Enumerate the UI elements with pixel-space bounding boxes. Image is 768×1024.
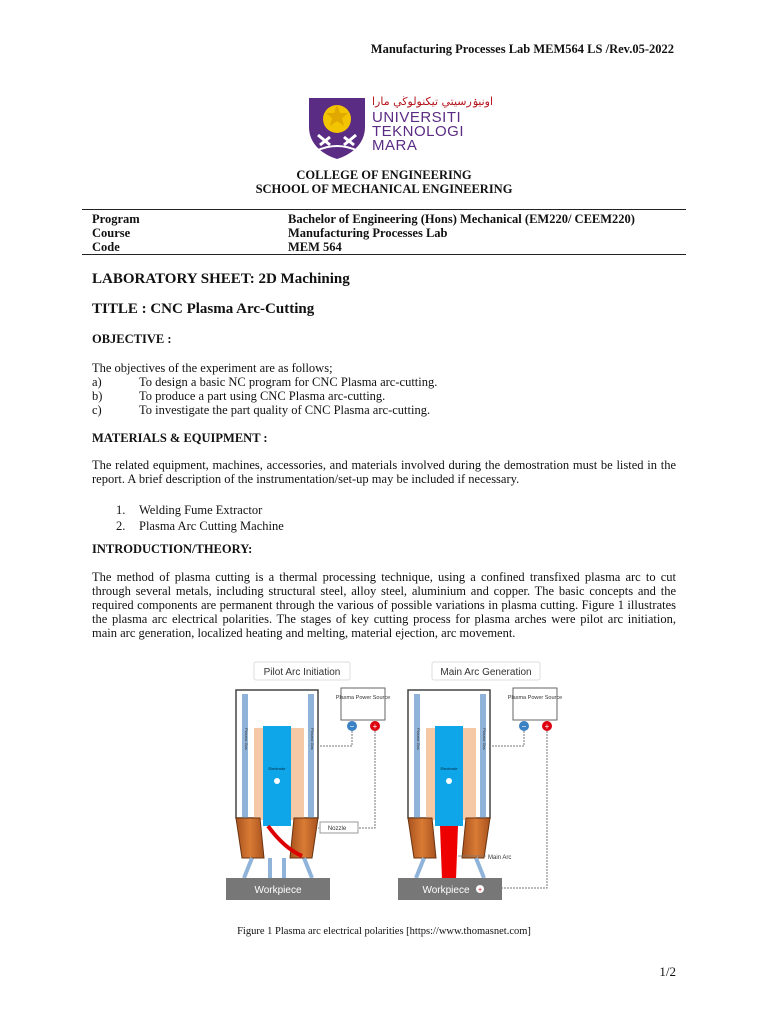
list-item: c) To investigate the part quality of CNC Plasma arc-cutting. [92, 403, 431, 417]
logo-line-3: MARA [372, 137, 418, 154]
left-electrode-minus-icon [274, 778, 280, 784]
course-row: Course Manufacturing Processes Lab [92, 226, 448, 240]
left-gas-flow [244, 858, 312, 878]
code-row: Code MEM 564 [92, 240, 342, 254]
right-workpiece-label: Workpiece [422, 885, 470, 896]
right-panel-title: Main Arc Generation [440, 667, 532, 678]
right-nozzle-l [408, 818, 436, 858]
right-wiring [490, 731, 547, 888]
uitm-crest-icon [306, 95, 368, 161]
left-nozzle-l [236, 818, 264, 858]
right-plus-symbol: + [544, 722, 550, 731]
program-row: Program Bachelor of Engineering (Hons) Mechanical (EM220/ CEEM220) [92, 212, 635, 226]
list-item: b) To produce a part using CNC Plasma arc-cutting. [92, 389, 386, 403]
right-main-arc-label: Main Arc [488, 855, 512, 861]
list-item: 1. Welding Fume Extractor [116, 503, 263, 517]
right-plasma-gas-label-r: Plasma Gas [482, 728, 487, 750]
left-electrode [263, 726, 291, 826]
left-power-source-label: Plasma Power Source [335, 695, 391, 701]
table-bottom-rule [82, 254, 686, 255]
logo-wordmark [372, 111, 464, 153]
left-workpiece-label: Workpiece [254, 885, 302, 896]
left-plasma-gas-label-r: Plasma Gas [310, 728, 315, 750]
left-minus-symbol: − [349, 722, 355, 731]
right-power-source [513, 688, 557, 720]
intro-text: The method of plasma cutting is a thermal processing technique, using a confined transfixed plasma arc to cut through several metals, including structural steel, alloy steel, aluminium and copper. The basic concepts and the required components are permanent through the various of possible variations in plasma cutting. Figure 1 illustrates the plasma arc electrical polarities. The stages of key cutting process for plasma arches were pilot arc initiation, main arc generation, localized heating and melting, material ejection, arc movement. [92, 570, 676, 640]
right-nozzle-r [462, 818, 490, 858]
objective-heading: OBJECTIVE : [92, 332, 172, 346]
objective-list [92, 375, 437, 417]
logo-line-1: UNIVERSITI [372, 109, 462, 126]
school-name: SCHOOL OF MECHANICAL ENGINEERING [255, 182, 513, 196]
right-workpiece-plus-symbol: + [477, 887, 483, 894]
right-electrode [435, 726, 463, 826]
college-name: COLLEGE OF ENGINEERING [296, 168, 472, 182]
left-panel-title: Pilot Arc Initiation [263, 667, 341, 678]
right-electrode-minus-icon [446, 778, 452, 784]
materials-text: The related equipment, machines, accessories, and materials involved during the demostration must be listed in the report. A brief description of the instrumentation/set-up may be included if necessary. [92, 458, 676, 486]
left-wiring [318, 731, 375, 828]
plasma-arc-diagram [224, 658, 576, 902]
logo-line-2: TEKNOLOGI [372, 123, 465, 140]
left-nozzle-label: Nozzle [327, 826, 347, 832]
table-top-rule [82, 209, 686, 210]
plasma-arc-figure [224, 658, 576, 902]
list-item: a) To design a basic NC program for CNC Plasma arc-cutting. [92, 375, 438, 389]
materials-heading: MATERIALS & EQUIPMENT : [92, 431, 268, 445]
figure-caption: Figure 1 Plasma arc electrical polarities [https://www.thomasnet.com] [237, 926, 531, 937]
left-power-source [341, 688, 385, 720]
title-heading: TITLE : CNC Plasma Arc-Cutting [92, 301, 315, 317]
objective-intro: The objectives of the experiment are as follows; [92, 361, 333, 375]
lab-sheet-heading: LABORATORY SHEET: 2D Machining [92, 271, 350, 287]
left-electrode-label: Electrode [268, 766, 286, 771]
materials-list [116, 503, 284, 533]
logo-arabic-text: اونيۏرسيتي تيكنولوڬي مارا [372, 95, 494, 108]
left-plus-symbol: + [372, 722, 378, 731]
uitm-logo [306, 95, 494, 161]
right-minus-symbol: − [521, 722, 527, 731]
right-main-arc [440, 826, 458, 880]
page-number: 1/2 [659, 964, 676, 979]
document-header: Manufacturing Processes Lab MEM564 LS /Rev.05-2022 [370, 42, 674, 56]
intro-heading: INTRODUCTION/THEORY: [92, 542, 253, 556]
right-plasma-gas-label-l: Plasma Gas [416, 728, 421, 750]
program-table [92, 212, 682, 254]
right-electrode-label: Electrode [440, 766, 458, 771]
left-plasma-gas-label-l: Plasma Gas [244, 728, 249, 750]
right-power-source-label: Plasma Power Source [507, 695, 563, 701]
list-item: 2. Plasma Arc Cutting Machine [116, 519, 284, 533]
